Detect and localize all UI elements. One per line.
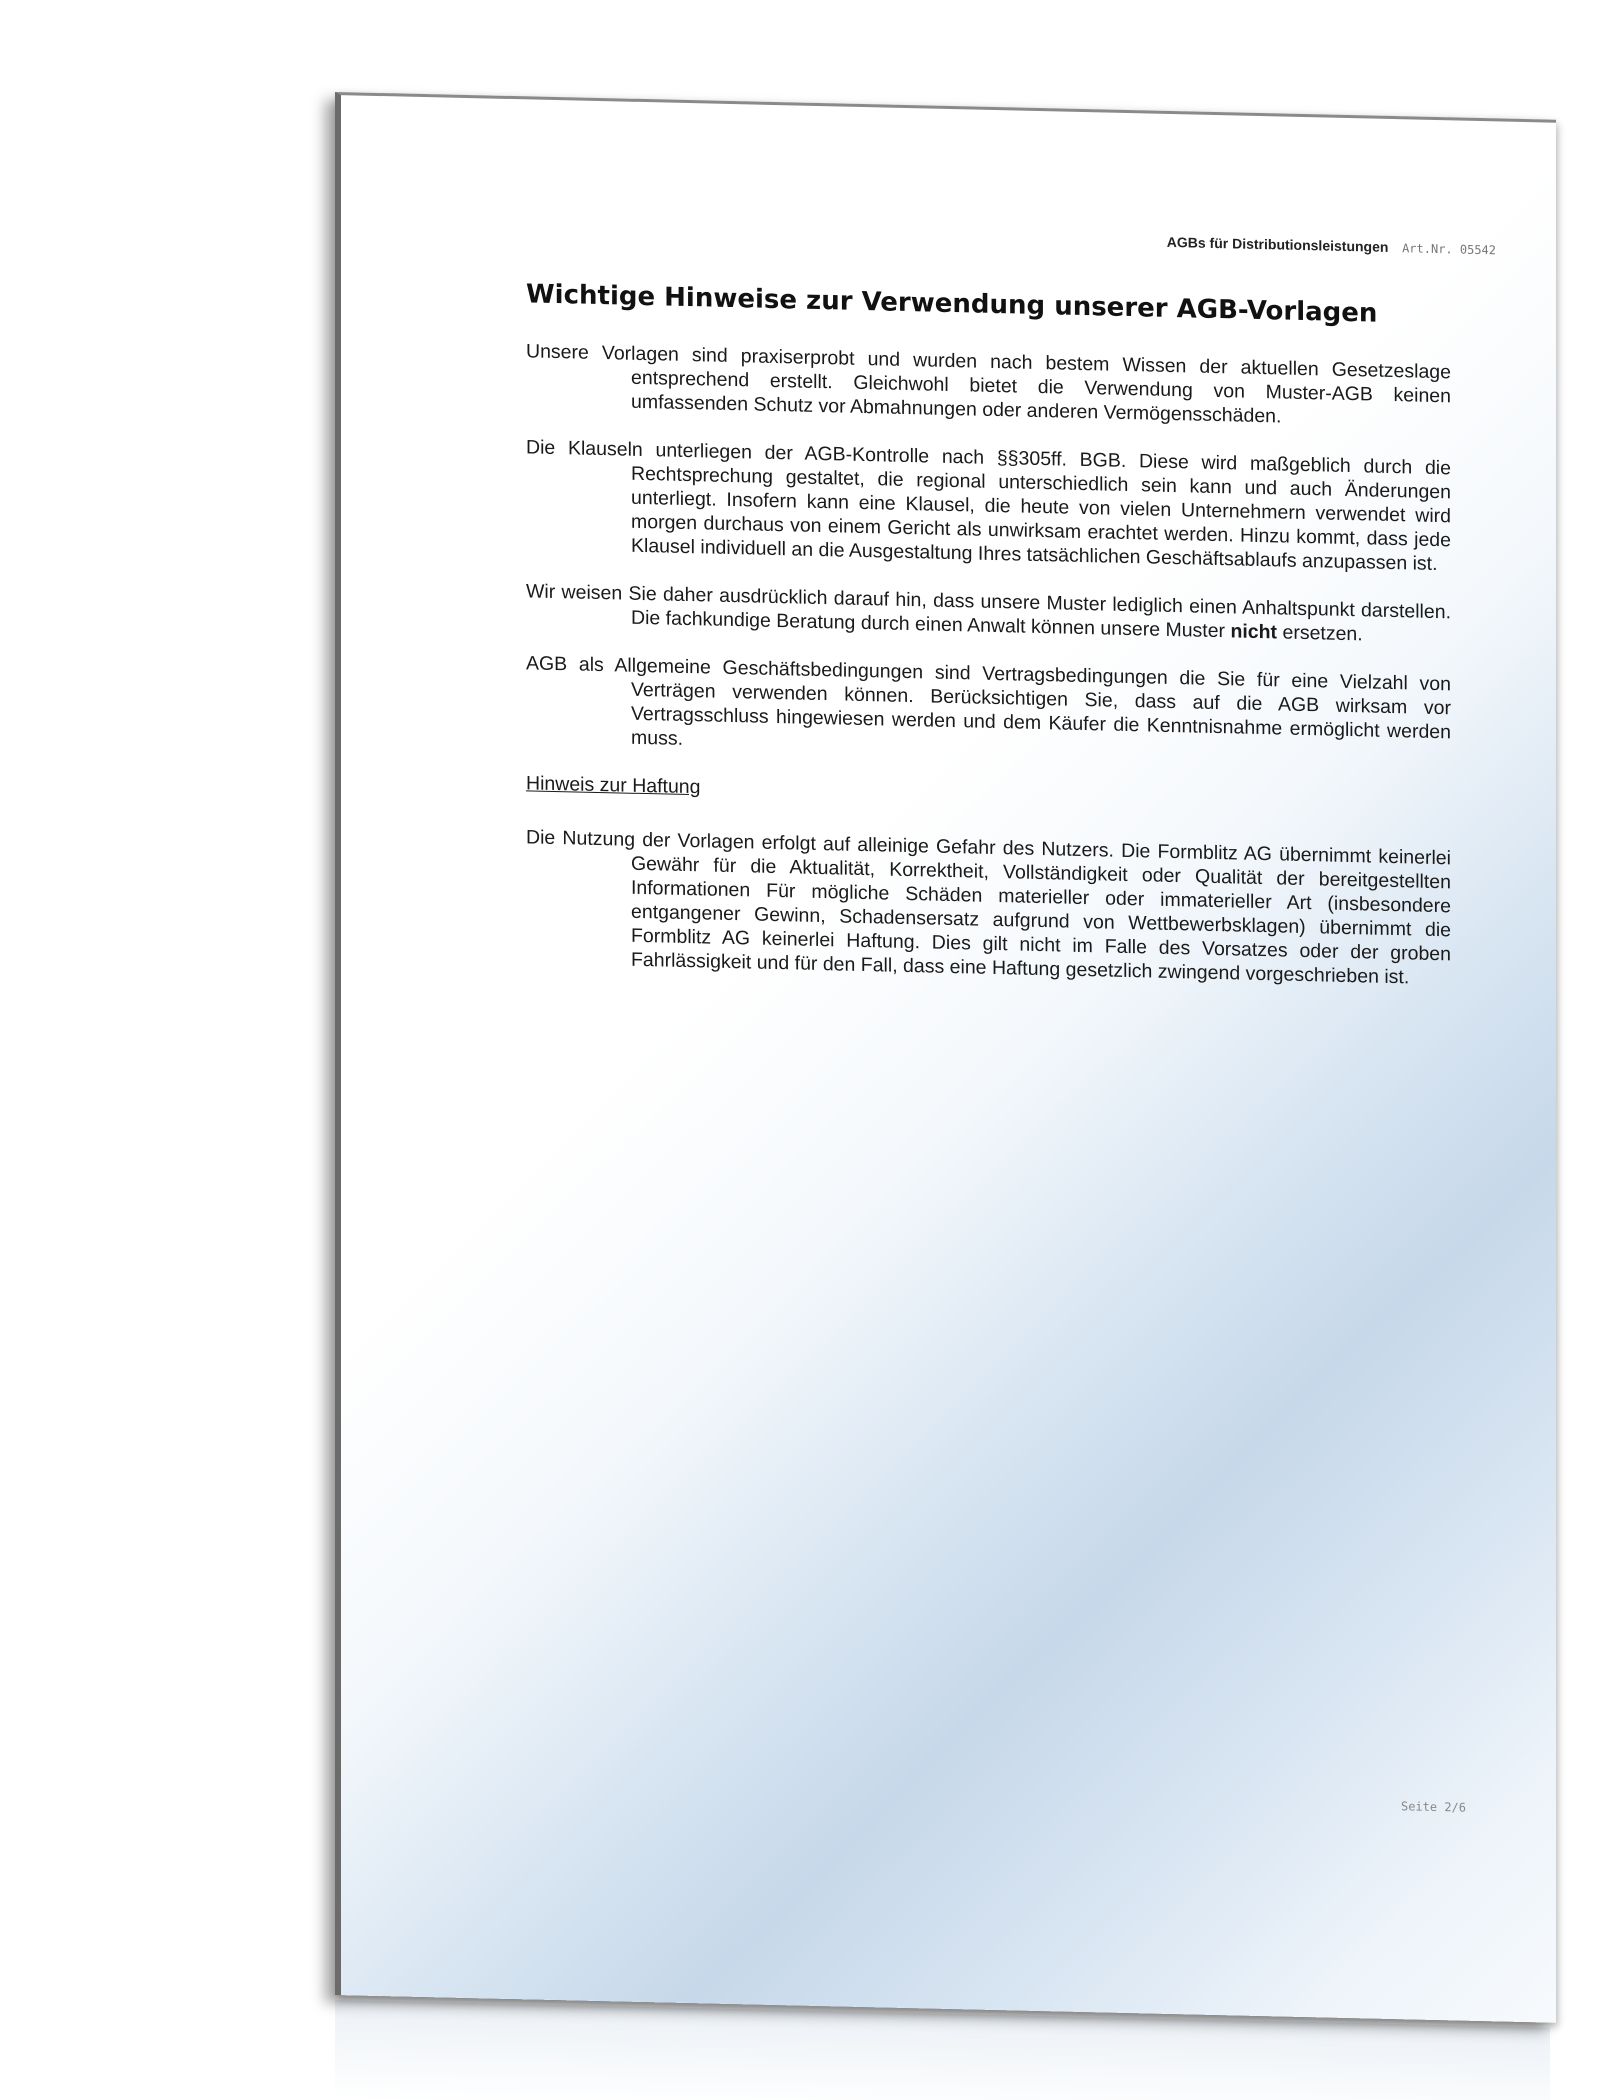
liability-heading: Hinweis zur Haftung xyxy=(526,772,701,799)
paragraph-clauses: Die Klauseln unterliegen der AGB-Kontrolle nach §§305ff. BGB. Diese wird maßgeblich durch die Rechtsprechung gestaltet, die regional unterschiedlich sein kann und auch Änderungen unterliegt. Insofern kann eine Klausel, die heute von vielen Unternehmern verwendet wird morgen durchaus von einem Gericht als unwirksam erachtet werden. Hinzu kommt, dass jede Klausel individuell an die Ausgestaltung Ihres tatsächlichen Geschäftsablaufs anzupassen ist. xyxy=(526,436,1451,576)
document-page xyxy=(335,92,1556,2023)
paragraph-liability: Die Nutzung der Vorlagen erfolgt auf alleinige Gefahr des Nutzers. Die Formblitz AG übernimmt keinerlei Gewähr für die Aktualität, Korrektheit, Vollständigkeit oder Qualität der bereitgestellten Informationen Für mögliche Schäden materieller oder immaterieller Art (insbesondere entgangener Gewinn, Schadensersatz aufgrund von Wettbewerbsklagen) übernimmt die Formblitz AG keinerlei Haftung. Dies gilt nicht im Falle des Vorsatzes oder der groben Fahrlässigkeit und für den Fall, dass eine Haftung gesetzlich zwingend vorgeschrieben ist. xyxy=(526,826,1451,989)
article-number: Art.Nr. 05542 xyxy=(1402,241,1496,258)
warning-emphasis: nicht xyxy=(1230,620,1278,644)
product-title: AGBs für Distributionsleistungen xyxy=(1166,233,1389,255)
warning-text-end: ersetzen. xyxy=(1282,621,1363,646)
page-title: Wichtige Hinweise zur Verwendung unserer AGB-Vorlagen xyxy=(526,279,1378,329)
page-body xyxy=(526,339,1451,1014)
page-header xyxy=(1167,234,1496,257)
warning-text: Wir weisen Sie daher ausdrücklich darauf hin, dass unsere Muster lediglich einen Anhaltspunkt darstellen. Die fachkundige Beratung durch einen Anwalt können unsere Muster xyxy=(526,580,1451,643)
paragraph-agb: AGB als Allgemeine Geschäftsbedingungen sind Vertragsbedingungen die Sie für eine Vielzahl von Verträgen verwenden können. Berücksichtigen Sie, dass auf die AGB wirksam vor Vertragsschluss hingewiesen werden und dem Käufer die Kenntnisnahme ermöglicht werden muss. xyxy=(526,652,1451,750)
paragraph-warning xyxy=(526,579,1451,648)
paragraph-templates: Unsere Vorlagen sind praxiserprobt und wurden nach bestem Wissen der aktuellen Gesetzeslage entsprechend erstellt. Gleichwohl bietet die Verwendung von Muster-AGB keinen umfassenden Schutz vor Abmahnungen oder anderen Vermögensschäden. xyxy=(526,340,1451,428)
page-number: Seite 2/6 xyxy=(1400,1799,1466,1815)
